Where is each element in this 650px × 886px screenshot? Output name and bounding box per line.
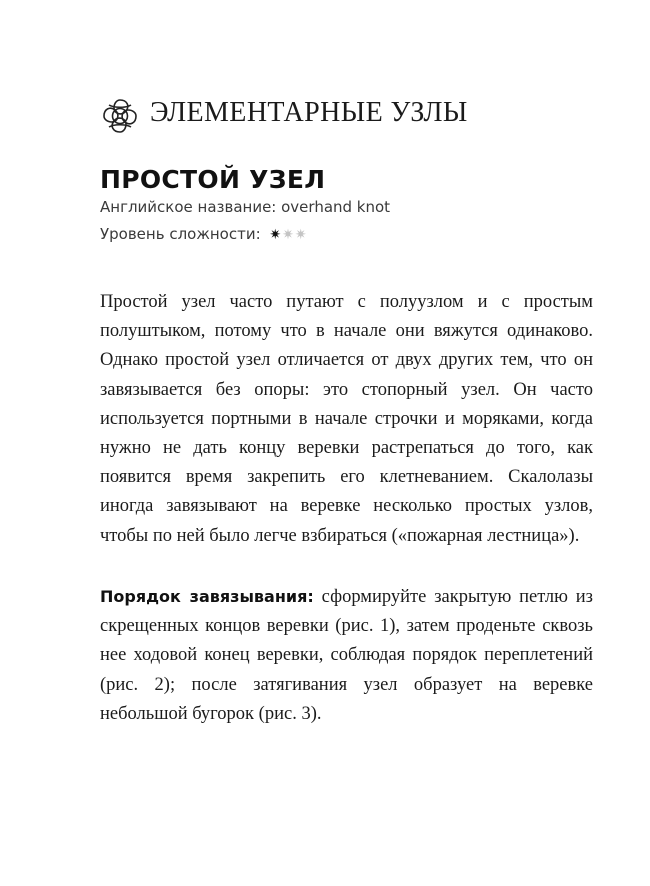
procedure-paragraph (100, 582, 593, 729)
difficulty-stars (269, 225, 307, 243)
knot-title: ПРОСТОЙ УЗЕЛ (100, 165, 326, 194)
english-name: Английское название: overhand knot (100, 198, 391, 216)
celtic-knot-icon (100, 96, 140, 136)
section-title: ЭЛЕМЕНТАРНЫЕ УЗЛЫ (150, 97, 468, 128)
star-empty-icon: ✷ (282, 227, 295, 243)
procedure-label: Порядок завязывания: (100, 587, 314, 606)
star-empty-icon: ✷ (294, 227, 308, 243)
star-filled-icon: ✷ (269, 227, 283, 243)
procedure-text: сформируйте закрытую петлю из скрещенных концов веревки (рис. 1), затем проденьте сквозь нее ходовой конец веревки, соблюдая порядок переплетений (рис. 2); после затягивания узел образует на веревке небольшой бугорок (рис. 3). (100, 587, 593, 724)
difficulty-label: Уровень сложности: (100, 225, 261, 243)
description-paragraph: Простой узел часто путают с полуузлом и с простым полуштыком, потому что в начале они вяжутся одинаково. Однако простой узел отличается от двух других тем, что он завязывается без опоры: это стопорный узел. Он часто используется портными в начале строчки и моряками, когда нужно не дать концу веревки растрепаться до того, как появится время закрепить его клетневанием. Скалолазы иногда завязывают на веревке несколько простых узлов, чтобы по ней было легче взбираться («пожарная лестница»). (100, 292, 593, 546)
difficulty-level (100, 225, 308, 243)
section-header (100, 96, 560, 140)
